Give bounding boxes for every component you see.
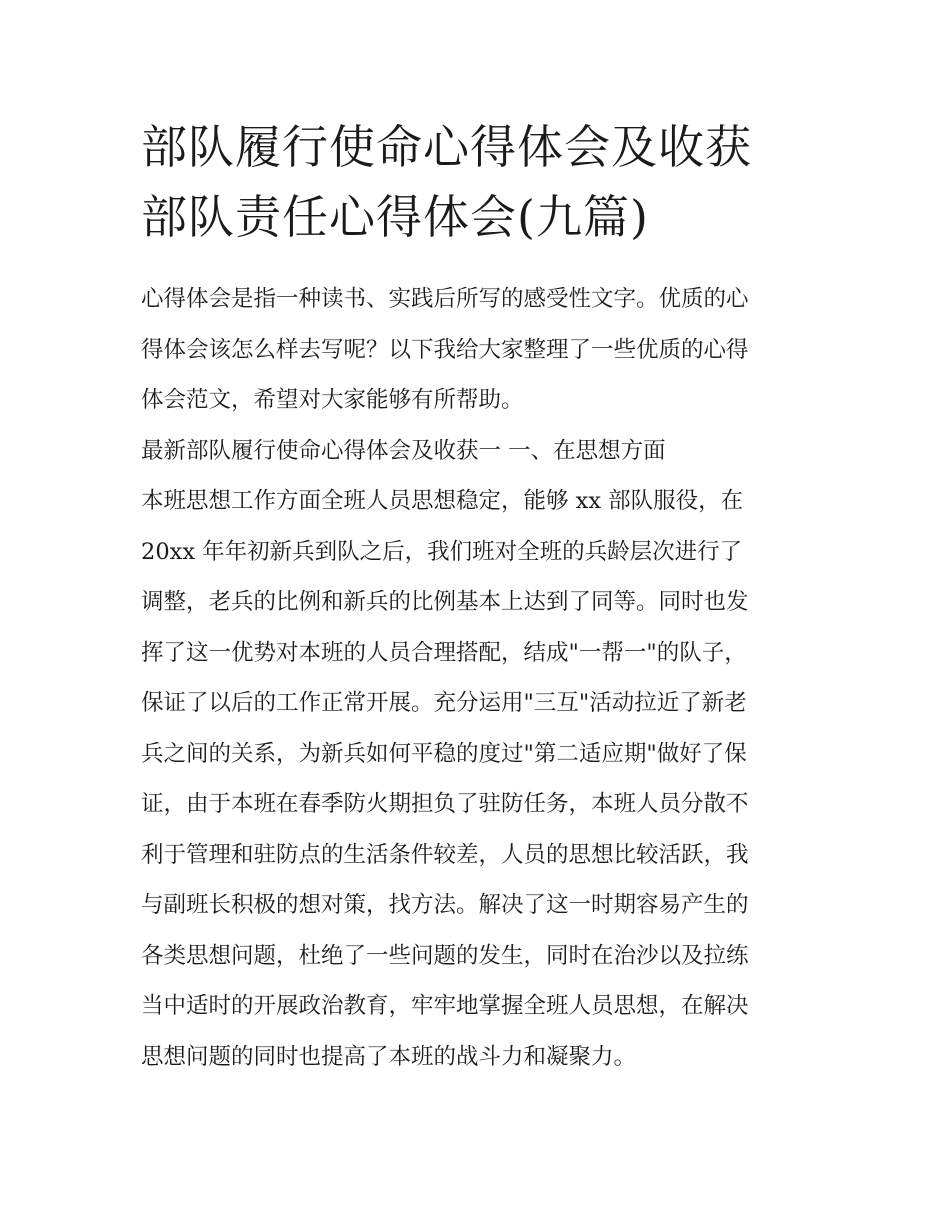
intro-line: 心得体会是指一种读书、实践后所写的感受性文字。优质的心 [141,286,749,312]
body-line: 利于管理和驻防点的生活条件较差，人员的思想比较活跃，我 [141,841,749,868]
body-line: 20xx 年年初新兵到队之后，我们班对全班的兵龄层次进行了 [141,538,743,565]
intro-line: 得体会该怎么样去写呢？以下我给大家整理了一些优质的心得 [141,336,749,363]
body-line: 与副班长积极的想对策，找方法。解决了这一时期容易产生的 [141,892,749,918]
document-title [141,112,813,252]
document-content [141,112,813,1082]
body-paragraph [141,476,813,1082]
body-line: 各类思想问题，杜绝了一些问题的发生，同时在治沙以及拉练 [141,942,749,969]
body-line: 保证了以后的工作正常开展。充分运用"三互"活动拉近了新老 [141,690,747,716]
body-line: 调整，老兵的比例和新兵的比例基本上达到了同等。同时也发 [141,589,749,615]
section-heading: 最新部队履行使命心得体会及收获一 一、在思想方面 [141,437,666,464]
title-line-1: 部队履行使命心得体会及收获 [141,120,752,174]
title-line-2: 部队责任心得体会(九篇) [141,190,649,244]
body-line: 证，由于本班在春季防火期担负了驻防任务，本班人员分散不 [141,791,749,817]
intro-paragraph [141,274,813,426]
body-line: 当中适时的开展政治教育，牢牢地掌握全班人员思想，在解决 [141,993,749,1019]
body-line: 兵之间的关系，为新兵如何平稳的度过"第二适应期"做好了保 [141,740,747,767]
intro-line: 体会范文，希望对大家能够有所帮助。 [141,387,524,413]
body-line: 思想问题的同时也提高了本班的战斗力和凝聚力。 [141,1043,637,1070]
body-line: 挥了这一优势对本班的人员合理搭配，结成"一帮一"的队子， [141,639,747,666]
body-line: 本班思想工作方面全班人员思想稳定，能够 xx 部队服役，在 [141,488,744,514]
